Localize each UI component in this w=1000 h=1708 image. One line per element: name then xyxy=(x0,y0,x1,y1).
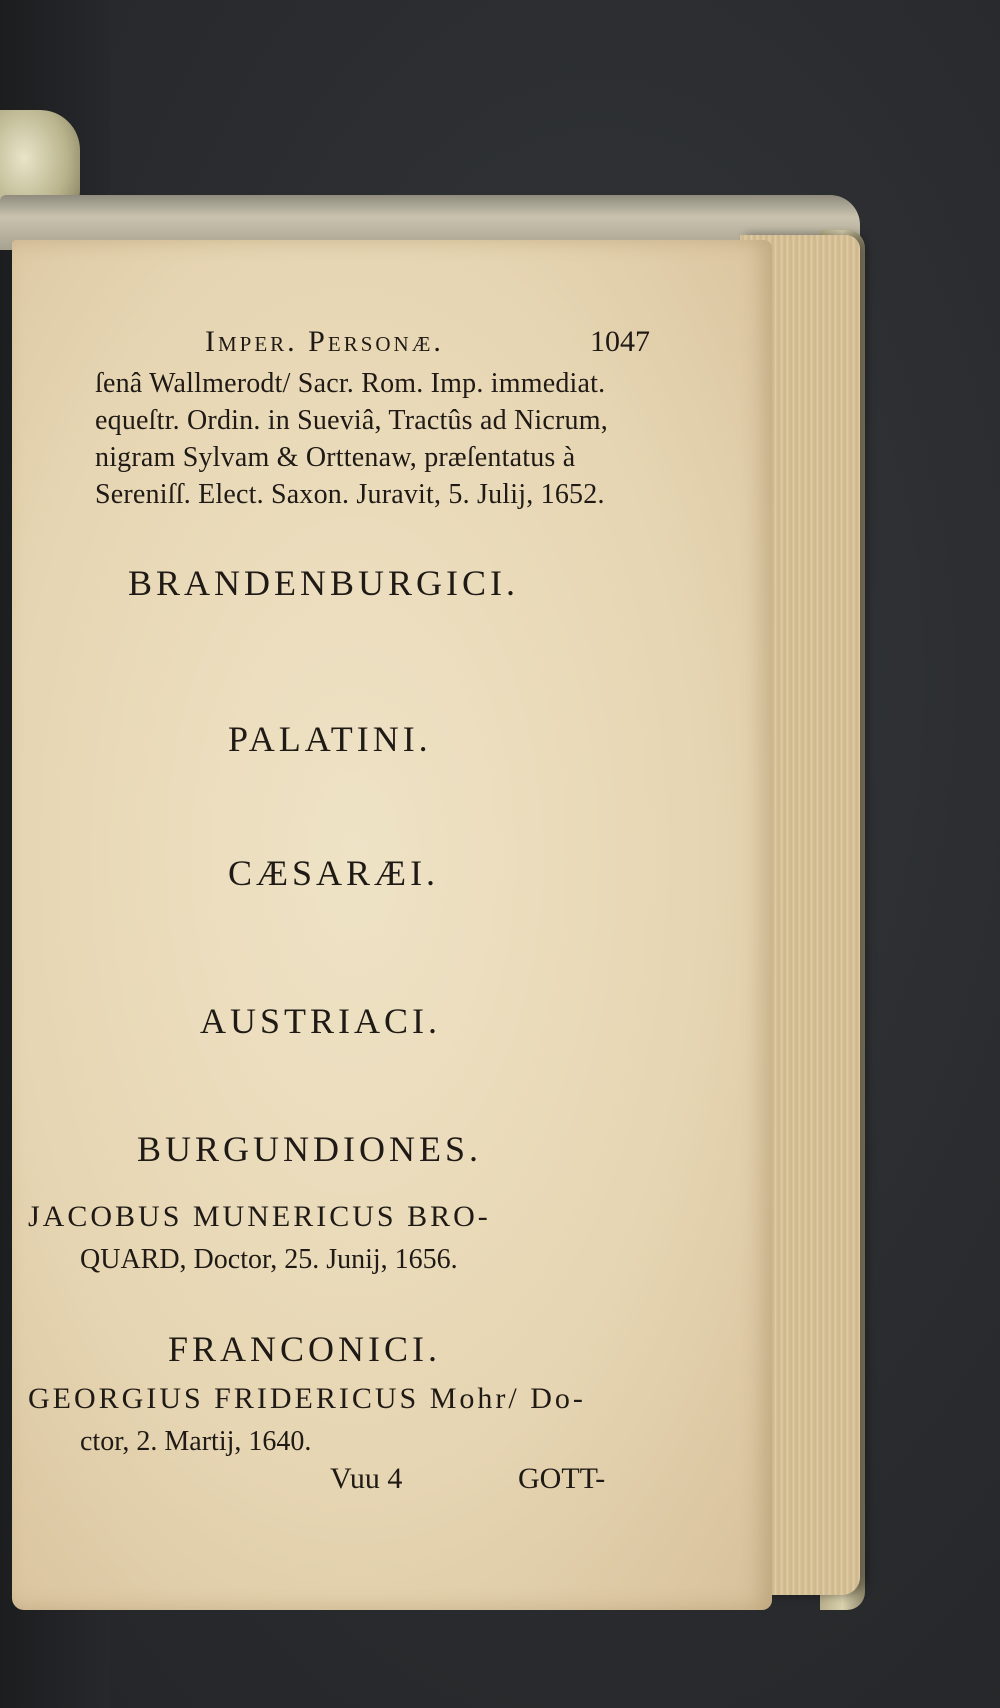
entry-franc-line-2: ctor, 2. Martij, 1640. xyxy=(80,1426,312,1457)
body-line-2: equeſtr. Ordin. in Sueviâ, Tractûs ad Nicrum, xyxy=(95,405,608,436)
heading-franconici: FRANCONICI. xyxy=(168,1329,442,1369)
entry-burgund-line-2: QUARD, Doctor, 25. Junij, 1656. xyxy=(80,1244,458,1275)
page-number: 1047 xyxy=(590,325,650,358)
heading-palatini: PALATINI. xyxy=(228,719,432,759)
heading-burgundiones: BURGUNDIONES. xyxy=(137,1129,483,1169)
heading-caesaraei: CÆSARÆI. xyxy=(228,853,440,893)
signature-mark: Vuu 4 xyxy=(330,1462,403,1495)
entry-franc-line-1: GEORGIUS FRIDERICUS Mohr/ Do- xyxy=(28,1382,586,1415)
body-line-1: ſenâ Wallmerodt/ Sacr. Rom. Imp. immediat. xyxy=(95,368,606,399)
body-line-4: Sereniſſ. Elect. Saxon. Juravit, 5. Julij, 1652. xyxy=(95,479,605,510)
body-line-3: nigram Sylvam & Orttenaw, præſentatus à xyxy=(95,442,576,473)
heading-austriaci: AUSTRIACI. xyxy=(200,1001,442,1041)
heading-brandenburgici: BRANDENBURGICI. xyxy=(128,563,520,603)
running-title: Imper. Personæ. xyxy=(205,325,444,358)
catchword: GOTT- xyxy=(518,1462,606,1495)
entry-burgund-line-1: JACOBUS MUNERICUS BRO- xyxy=(28,1200,491,1233)
